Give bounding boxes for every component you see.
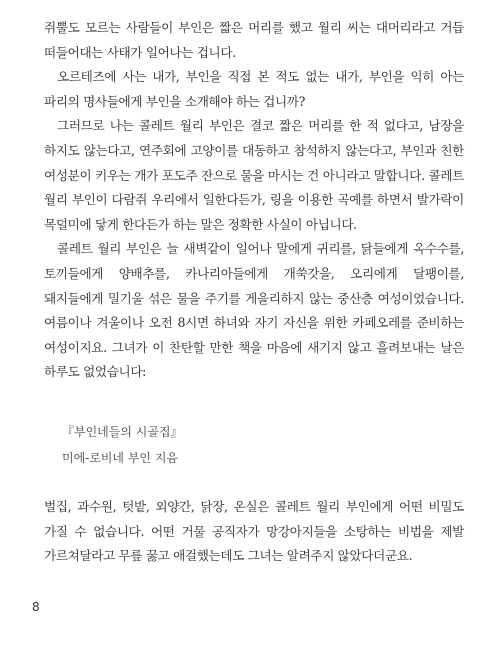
book-citation xyxy=(62,419,183,471)
paragraph-5: 벌집, 과수원, 텃밭, 외양간, 닭장, 온실은 콜레트 월리 부인에게 어떤 비밀도 가질 수 없습니다. 어떤 거물 공직자가 망강아지들을 소탕하는 비법을 제발 가르쳐달라고 무릎 꿇고 애걸했는데도 그녀는 알려주지 않았다더군요. xyxy=(44,499,464,564)
main-text xyxy=(44,16,464,385)
paragraph-1: 쥐뿔도 모르는 사람들이 부인은 짧은 머리를 했고 월리 씨는 대머리라고 거듭 떠들어대는 사태가 일어나는 겁니다. xyxy=(44,20,464,60)
closing-text xyxy=(44,495,464,569)
page-number: 8 xyxy=(32,600,40,614)
paragraph-2: 오르테즈에 사는 내가, 부인을 직접 본 적도 없는 내가, 부인을 익히 아는 파리의 명사들에게 부인을 소개해야 하는 겁니까? xyxy=(44,69,464,109)
citation-author: 미에-로비네 부인 지음 xyxy=(62,451,179,465)
paragraph-4: 콜레트 월리 부인은 늘 새벽같이 일어나 말에게 귀리를, 닭들에게 옥수수를, 토끼들에게 양배추를, 카나리아들에게 개쑥갓을, 오리에게 달팽이를, 돼지들에게 밀기울 섞은 물을 주기를 게을리하지 않는 중산층 여성이었습니다. 여름이나 겨울이나 오전 8시면 하녀와 자기 자신을 위한 카페오레를 준비하는 여성이지요. 그녀가 이 찬탄할 만한 책을 마음에 새기지 않고 흘려보내는 날은 하루도 없었습니다: xyxy=(44,241,464,380)
paragraph-3: 그러므로 나는 콜레트 월리 부인은 결코 짧은 머리를 한 적 없다고, 남장을 하지도 않는다고, 연주회에 고양이를 대동하고 참석하지 않는다고, 부인과 친한 여성분이 키우는 개가 포도주 잔으로 물을 마시는 건 아니라고 말합니다. 콜레트 월리 부인이 다람쥐 우리에서 일한다든가, 링을 이용한 곡예를 하면서 발가락이 목덜미에 닿게 한다든가 하는 말은 정확한 사실이 아닙니다. xyxy=(44,118,464,232)
citation-title: 『부인네들의 시골집』 xyxy=(62,425,183,439)
